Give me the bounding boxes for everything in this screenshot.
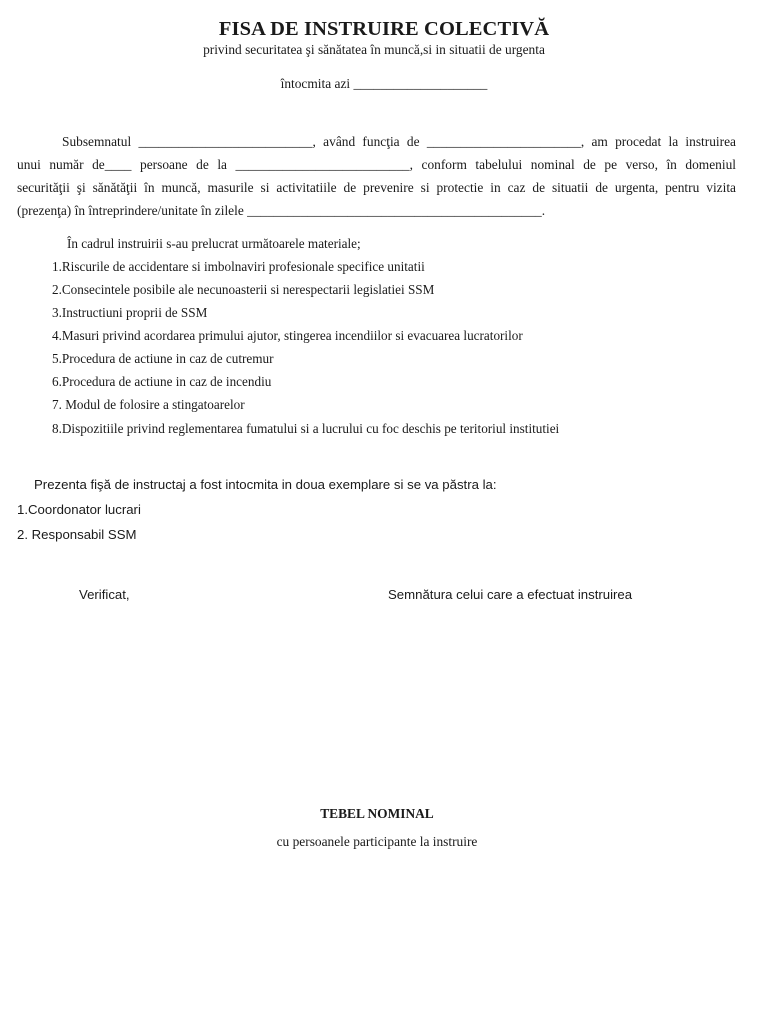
copies-notice: Prezenta fişă de instructaj a fost intocmita in doua exemplare si se va păstra la: — [34, 477, 497, 492]
materials-list-item: 1.Riscurile de accidentare si imbolnaviri profesionale specifice unitatii — [52, 259, 425, 274]
materials-list-item: 3.Instructiuni proprii de SSM — [52, 305, 208, 320]
document-title: FISA DE INSTRUIRE COLECTIVĂ — [218, 18, 550, 40]
intro-paragraph-line-3: securităţii şi sănătăţii în muncă, masurile si activitatiile de prevenire si protectie in caz de situatii de urgenta, pentru vizita — [17, 180, 736, 195]
verified-label: Verificat, — [79, 587, 130, 602]
intro-line-1-text: Subsemnatul __________________________, având funcţia de _______________________, am procedat la instruirea — [62, 134, 736, 149]
materials-list-item: 6.Procedura de actiune in caz de incendiu — [52, 374, 272, 389]
date-line: întocmita azi ____________________ — [280, 76, 488, 91]
intro-paragraph-line-1 — [17, 134, 736, 150]
nominal-table-subtitle: cu persoanele participante la instruire — [276, 834, 478, 849]
document-subtitle: privind securitatea şi sănătatea în muncă,si in situatii de urgenta — [203, 42, 545, 57]
copy-recipient-item: 1.Coordonator lucrari — [17, 502, 141, 517]
materials-list-item: 8.Dispozitiile privind reglementarea fumatului si a lucrului cu foc deschis pe teritoriul institutiei — [52, 421, 560, 436]
intro-paragraph-line-4: (prezenţa) în întreprindere/unitate în zilele ____________________________________________. — [17, 203, 546, 218]
instructor-signature-label: Semnătura celui care a efectuat instruirea — [388, 587, 633, 602]
nominal-table-title: TEBEL NOMINAL — [320, 806, 434, 821]
materials-list-item: 5.Procedura de actiune in caz de cutremur — [52, 351, 274, 366]
copy-recipient-item: 2. Responsabil SSM — [17, 527, 137, 542]
intro-paragraph-line-2: unui număr de____ persoane de la __________________________, conform tabelului nominal de pe verso, în domeniul — [17, 157, 736, 172]
materials-list-item: 2.Consecintele posibile ale necunoasterii si nerespectarii legislatiei SSM — [52, 282, 435, 297]
materials-list-item: 7. Modul de folosire a stingatoarelor — [52, 397, 245, 412]
materials-list-item: 4.Masuri privind acordarea primului ajutor, stingerea incendiilor si evacuarea lucratorilor — [52, 328, 523, 343]
materials-intro: În cadrul instruirii s-au prelucrat următoarele materiale; — [67, 236, 361, 251]
